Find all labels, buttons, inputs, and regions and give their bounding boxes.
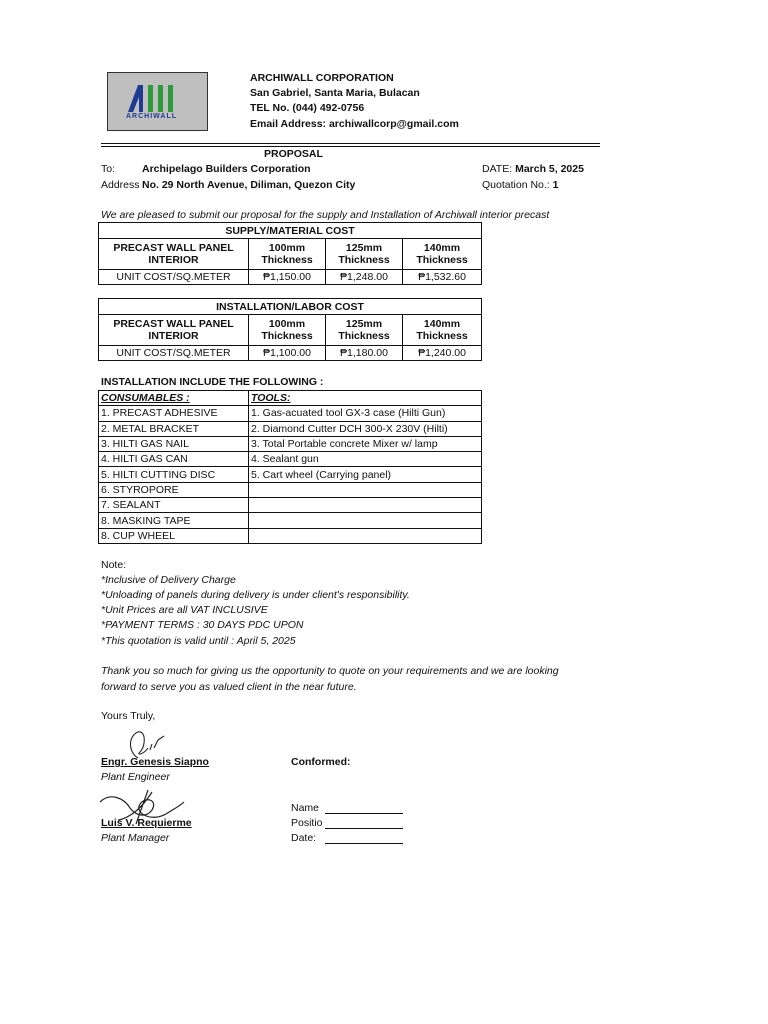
signatory-2-name: Luis V. Requierme bbox=[101, 817, 192, 829]
consumable-item: 4. HILTI GAS CAN bbox=[99, 452, 249, 467]
inclusions-table bbox=[98, 390, 482, 544]
supply-col-size: 100mm bbox=[249, 239, 326, 255]
consumables-header: CONSUMABLES : bbox=[99, 391, 249, 406]
consumable-item: 8. CUP WHEEL bbox=[99, 528, 249, 543]
closing-line-1: Thank you so much for giving us the opportunity to quote on your requirements and we are looking bbox=[101, 665, 559, 677]
consumable-item: 7. SEALANT bbox=[99, 498, 249, 513]
note-item: *Inclusive of Delivery Charge bbox=[101, 574, 236, 586]
labor-table-title: INSTALLATION/LABOR COST bbox=[99, 299, 482, 315]
supply-row-header-2: INTERIOR bbox=[99, 254, 249, 270]
labor-col-label: Thickness bbox=[326, 330, 403, 346]
supply-row-header-1: PRECAST WALL PANEL bbox=[99, 239, 249, 255]
table-row bbox=[99, 436, 482, 451]
quotation-field bbox=[482, 179, 558, 191]
signatory-1-name: Engr. Genesis Siapno bbox=[101, 756, 209, 768]
header-divider-2 bbox=[101, 146, 600, 147]
conforme-date-row bbox=[291, 832, 403, 844]
salutation: Yours Truly, bbox=[101, 710, 156, 722]
labor-row-header-1: PRECAST WALL PANEL bbox=[99, 315, 249, 331]
table-row bbox=[99, 452, 482, 467]
labor-price: ₱1,240.00 bbox=[403, 346, 482, 361]
tool-item bbox=[249, 513, 482, 528]
address-label: Address bbox=[101, 179, 140, 191]
consumable-item: 5. HILTI CUTTING DISC bbox=[99, 467, 249, 482]
date-value: March 5, 2025 bbox=[515, 163, 584, 175]
labor-col-size: 140mm bbox=[403, 315, 482, 331]
consumable-item: 2. METAL BRACKET bbox=[99, 421, 249, 436]
note-label: Note: bbox=[101, 559, 127, 571]
table-row bbox=[99, 498, 482, 513]
tool-item bbox=[249, 498, 482, 513]
conforme-name-label: Name bbox=[291, 802, 320, 814]
supply-col-label: Thickness bbox=[326, 254, 403, 270]
tool-item bbox=[249, 482, 482, 497]
company-logo bbox=[107, 72, 208, 131]
date-field bbox=[482, 163, 584, 175]
company-address: San Gabriel, Santa Maria, Bulacan bbox=[250, 87, 420, 99]
table-row bbox=[99, 482, 482, 497]
tool-item: 1. Gas-acuated tool GX-3 case (Hilti Gun) bbox=[249, 406, 482, 421]
labor-col-size: 125mm bbox=[326, 315, 403, 331]
quotation-value: 1 bbox=[552, 179, 559, 191]
labor-row-header-2: INTERIOR bbox=[99, 330, 249, 346]
consumable-item: 3. HILTI GAS NAIL bbox=[99, 436, 249, 451]
conforme-name-line bbox=[325, 803, 403, 814]
to-value: Archipelago Builders Corporation bbox=[142, 163, 311, 175]
consumable-item: 1. PRECAST ADHESIVE bbox=[99, 406, 249, 421]
conforme-position-line bbox=[325, 818, 403, 829]
to-label: To: bbox=[101, 163, 116, 175]
tool-item: 2. Diamond Cutter DCH 300-X 230V (Hilti) bbox=[249, 421, 482, 436]
company-name: ARCHIWALL CORPORATION bbox=[250, 72, 394, 84]
conforme-date-label: Date: bbox=[291, 832, 317, 844]
labor-col-label: Thickness bbox=[403, 330, 482, 346]
labor-cost-table bbox=[98, 298, 482, 361]
table-row bbox=[99, 406, 482, 421]
intro-text: We are pleased to submit our proposal for the supply and Installation of Archiwall interior precast bbox=[101, 209, 550, 221]
header-divider bbox=[101, 143, 600, 144]
conforme-date-line bbox=[325, 833, 403, 844]
conforme-name-row bbox=[291, 802, 403, 814]
note-item: *This quotation is valid until : April 5, 2025 bbox=[101, 635, 296, 647]
company-tel: TEL No. (044) 492-0756 bbox=[250, 102, 365, 114]
tool-item: 5. Cart wheel (Carrying panel) bbox=[249, 467, 482, 482]
tool-item bbox=[249, 528, 482, 543]
table-row bbox=[99, 513, 482, 528]
labor-unit-label: UNIT COST/SQ.METER bbox=[99, 346, 249, 361]
tools-header: TOOLS: bbox=[249, 391, 482, 406]
document-title: PROPOSAL bbox=[264, 148, 323, 160]
consumable-item: 8. MASKING TAPE bbox=[99, 513, 249, 528]
labor-col-size: 100mm bbox=[249, 315, 326, 331]
supply-cost-table bbox=[98, 222, 482, 285]
labor-col-label: Thickness bbox=[249, 330, 326, 346]
conforme-position-label: Positio bbox=[291, 817, 323, 829]
supply-col-size: 140mm bbox=[403, 239, 482, 255]
date-label: DATE: bbox=[482, 163, 513, 175]
consumable-item: 6. STYROPORE bbox=[99, 482, 249, 497]
note-item: *Unloading of panels during delivery is under client's responsibility. bbox=[101, 589, 410, 601]
closing-line-2: forward to serve you as valued client in the near future. bbox=[101, 681, 357, 693]
conformed-label: Conformed: bbox=[291, 756, 351, 768]
note-item: *PAYMENT TERMS : 30 DAYS PDC UPON bbox=[101, 619, 304, 631]
supply-col-label: Thickness bbox=[249, 254, 326, 270]
table-row bbox=[99, 528, 482, 543]
archiwall-logo-icon bbox=[108, 73, 207, 130]
supply-unit-label: UNIT COST/SQ.METER bbox=[99, 270, 249, 285]
supply-price: ₱1,150.00 bbox=[249, 270, 326, 285]
tool-item: 3. Total Portable concrete Mixer w/ lamp bbox=[249, 436, 482, 451]
table-row bbox=[99, 467, 482, 482]
note-item: *Unit Prices are all VAT INCLUSIVE bbox=[101, 604, 268, 616]
inclusions-heading: INSTALLATION INCLUDE THE FOLLOWING : bbox=[101, 376, 324, 388]
quotation-label: Quotation No.: bbox=[482, 179, 550, 191]
conforme-position-row bbox=[291, 817, 403, 829]
supply-price: ₱1,532.60 bbox=[403, 270, 482, 285]
company-email: Email Address: archiwallcorp@gmail.com bbox=[250, 118, 459, 130]
tool-item: 4. Sealant gun bbox=[249, 452, 482, 467]
logo-wordmark: ARCHIWALL bbox=[126, 113, 177, 120]
table-row bbox=[99, 421, 482, 436]
supply-col-size: 125mm bbox=[326, 239, 403, 255]
labor-price: ₱1,100.00 bbox=[249, 346, 326, 361]
address-value: No. 29 North Avenue, Diliman, Quezon City bbox=[142, 179, 356, 191]
labor-price: ₱1,180.00 bbox=[326, 346, 403, 361]
supply-col-label: Thickness bbox=[403, 254, 482, 270]
signatory-1-title: Plant Engineer bbox=[101, 771, 170, 783]
supply-table-title: SUPPLY/MATERIAL COST bbox=[99, 223, 482, 239]
supply-price: ₱1,248.00 bbox=[326, 270, 403, 285]
signatory-2-title: Plant Manager bbox=[101, 832, 170, 844]
